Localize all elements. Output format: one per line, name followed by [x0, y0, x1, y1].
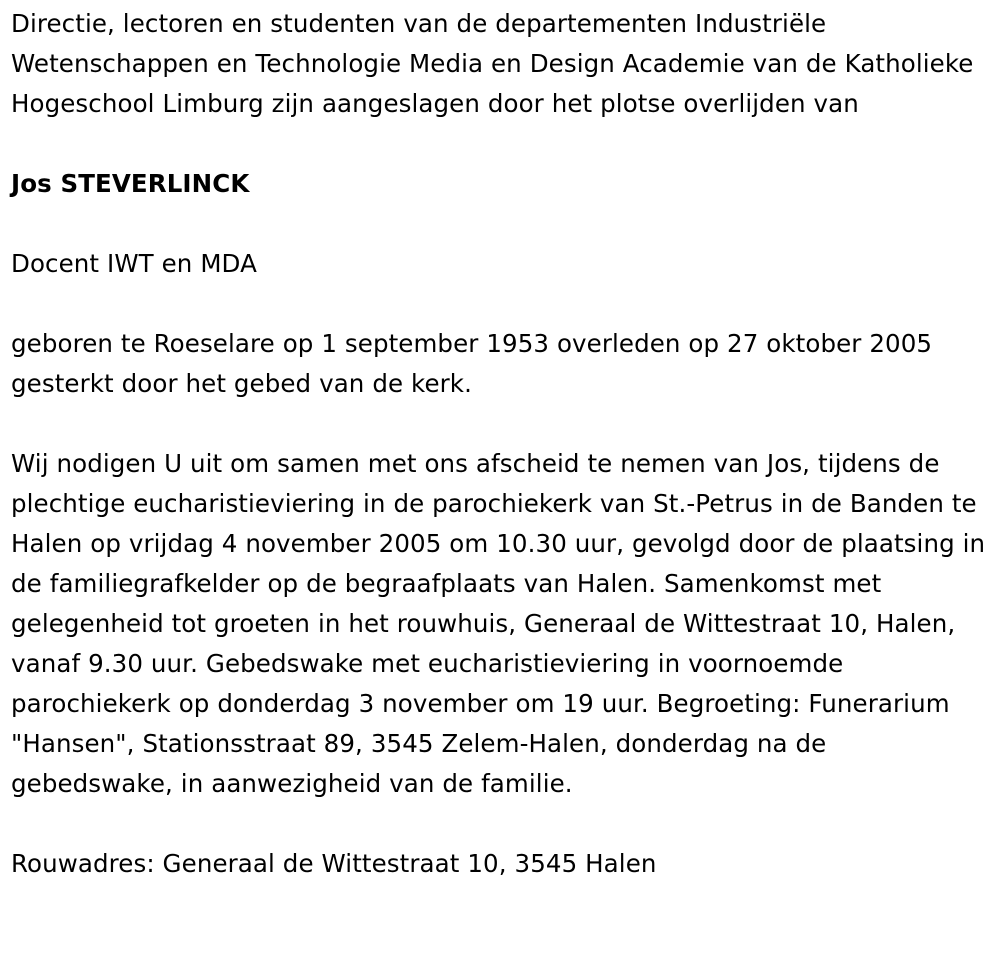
- obituary-notice: [11, 4, 986, 884]
- role-line: Docent IWT en MDA: [11, 249, 257, 278]
- intro-paragraph: Directie, lectoren en studenten van de departementen Industriële Wetenschappen en Technologie Media en Design Academie van de Katholieke Hogeschool Limburg zijn aangeslagen door het plotse overlijden van: [11, 9, 974, 118]
- deceased-name: Jos STEVERLINCK: [11, 169, 250, 198]
- invitation-paragraph: Wij nodigen U uit om samen met ons afscheid te nemen van Jos, tijdens de plechtige eucharistieviering in de parochiekerk van St.-Petrus in de Banden te Halen op vrijdag 4 november 2005 om 10.30 uur, gevolgd door de plaatsing in de familiegrafkelder op de begraafplaats van Halen. Samenkomst met gelegenheid tot groeten in het rouwhuis, Generaal de Wittestraat 10, Halen, vanaf 9.30 uur. Gebedswake met eucharistieviering in voornoemde parochiekerk op donderdag 3 november om 19 uur. Begroeting: Funerarium "Hansen", Stationsstraat 89, 3545 Zelem-Halen, donderdag na de gebedswake, in aanwezigheid van de familie.: [11, 449, 986, 798]
- mourning-address: Rouwadres: Generaal de Wittestraat 10, 3545 Halen: [11, 849, 657, 878]
- dates-paragraph: geboren te Roeselare op 1 september 1953 overleden op 27 oktober 2005 gesterkt door het gebed van de kerk.: [11, 329, 933, 398]
